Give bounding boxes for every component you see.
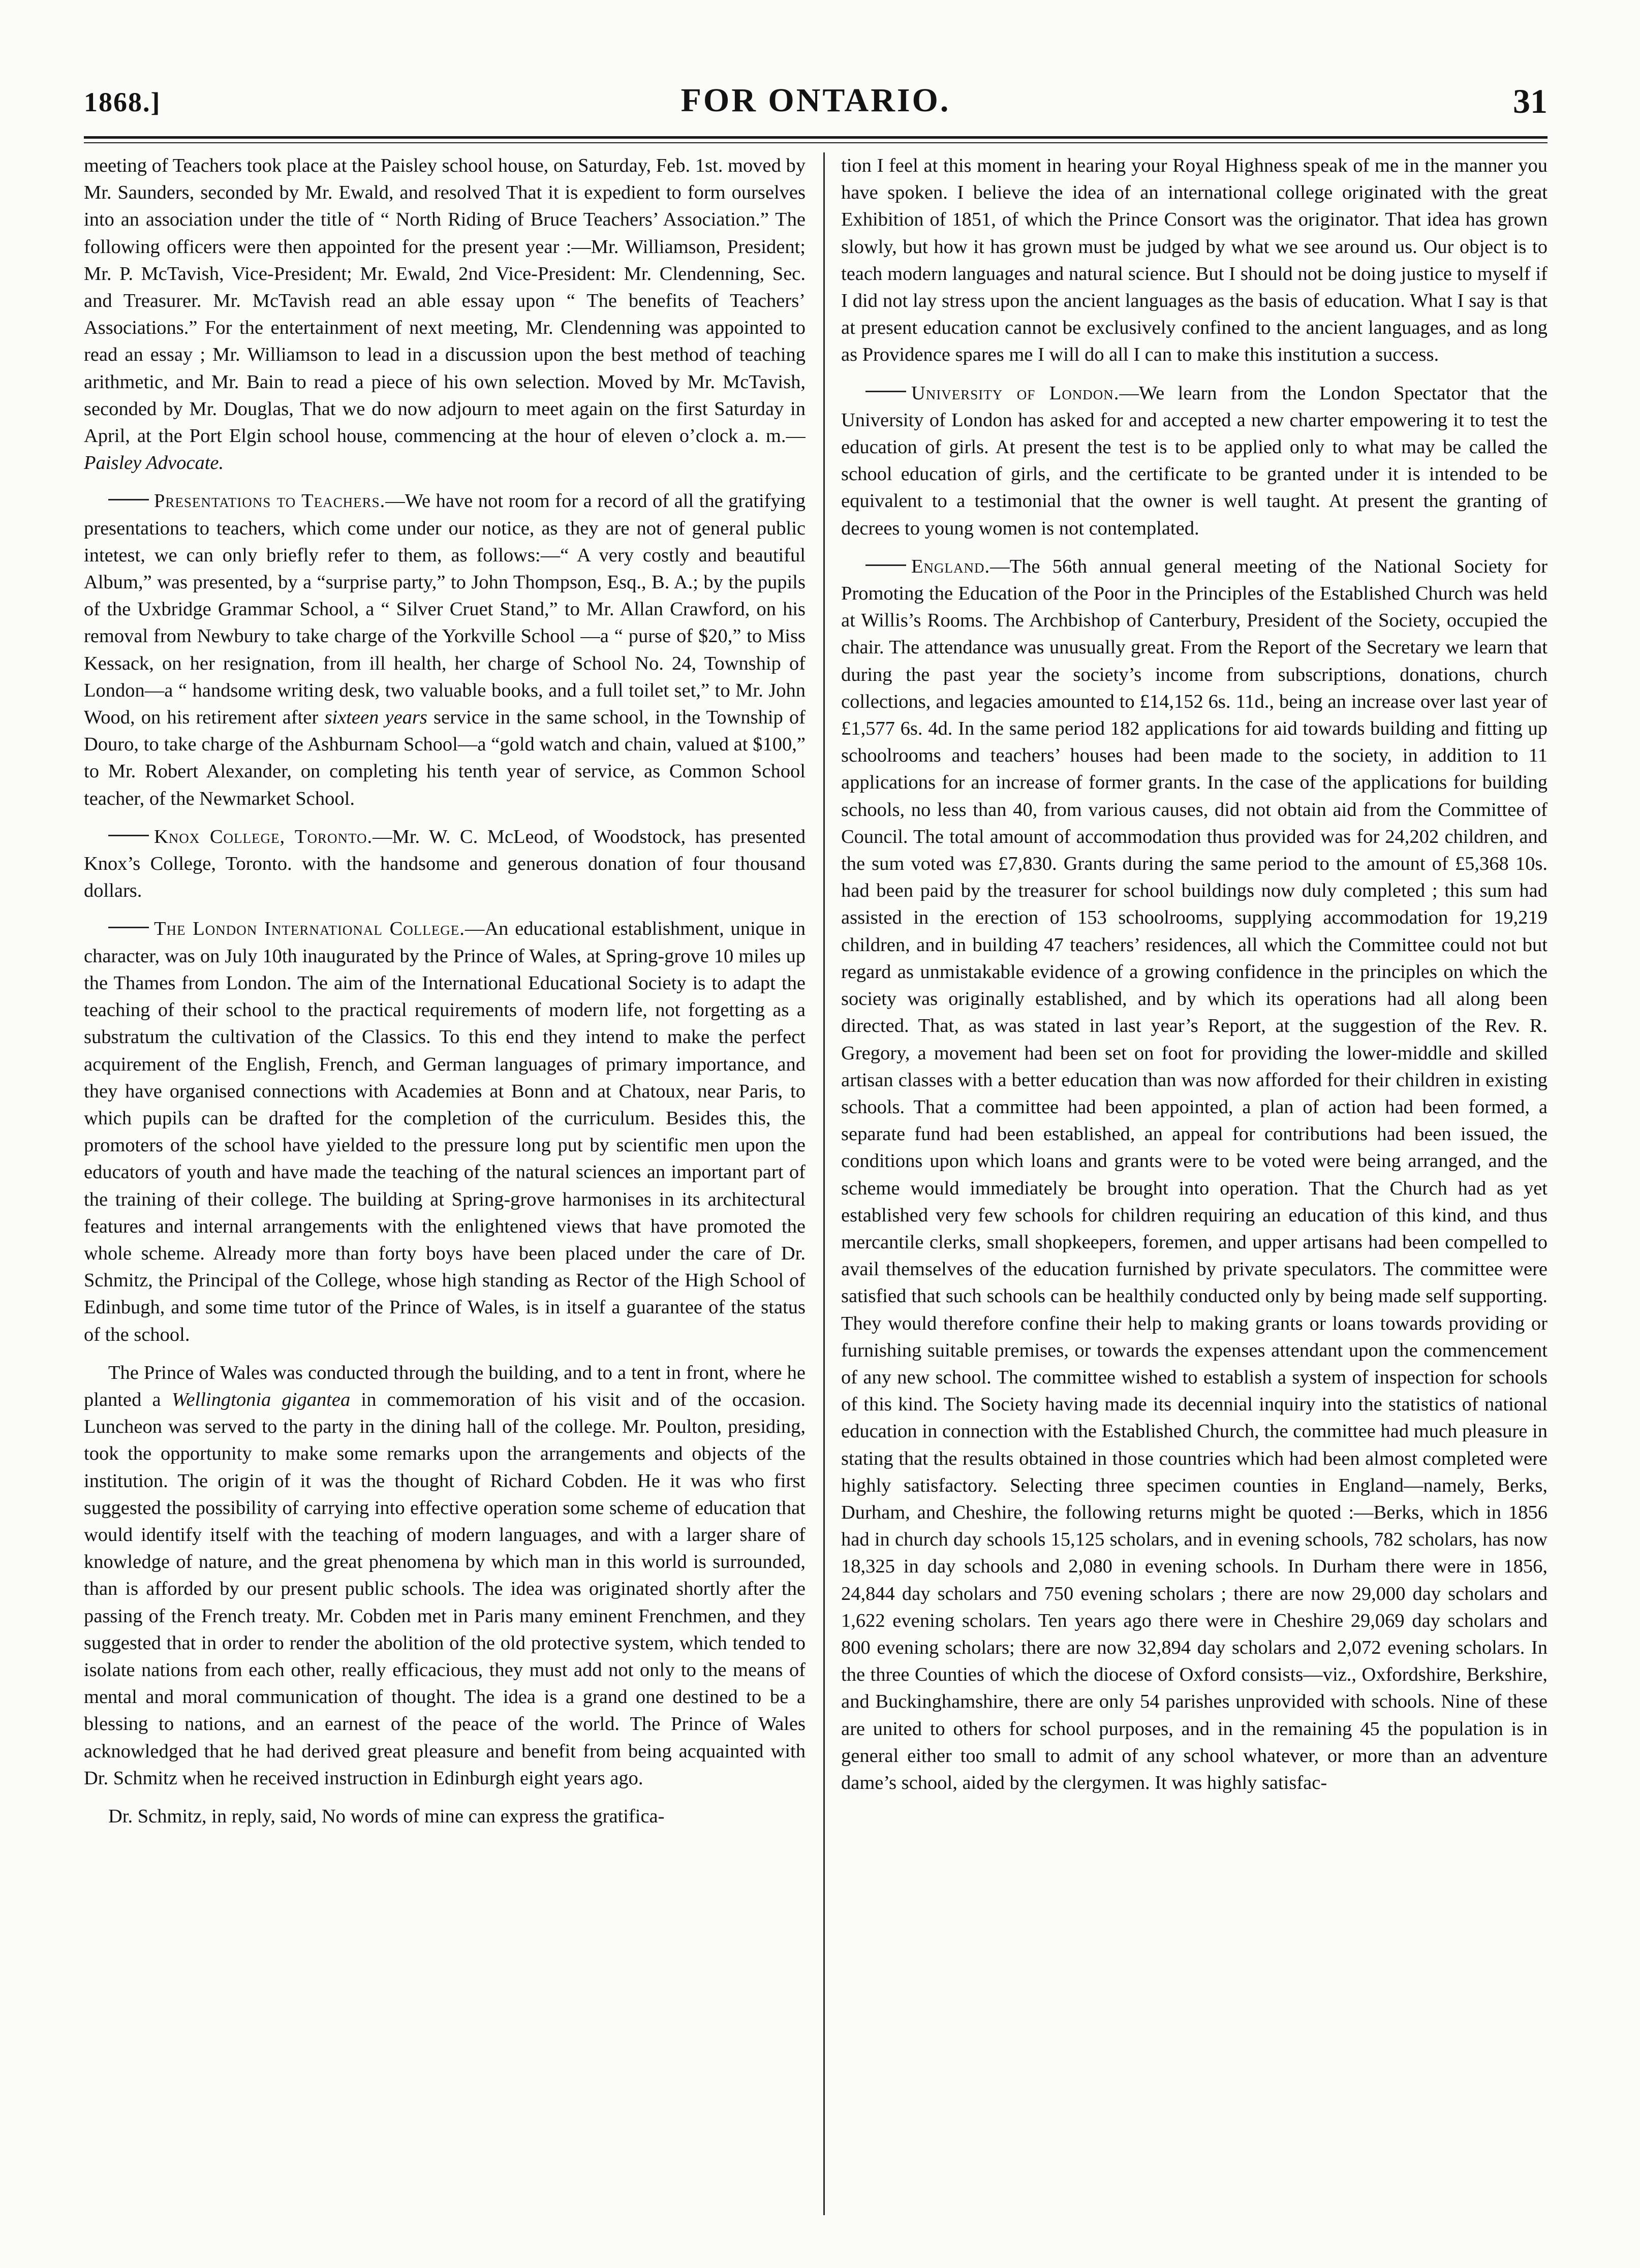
paragraph-university-of-london: University of London.—We learn from the London Spectator that the University of London has asked for and accepted a new charter empowering it to test the education of girls. At present the test is to be applied only to what may be called the school education of girls, and the certificate to be granted under it is intended to be equivalent to a testimonial that the owner is well taught. At present the granting of decrees to young women is not contemplated. xyxy=(841,382,1548,539)
source-attribution: Paisley Advocate. xyxy=(84,452,224,474)
emphasis-wellingtonia: Wellingtonia gigantea xyxy=(171,1389,351,1410)
paragraph-paisley-teachers: meeting of Teachers took place at the Paisley school house, on Saturday, Feb. 1st. moved by Mr. Saunders, seconded by Mr. Ewald, and resolved That it is expedient to form ourselves into an association under the title of “ North Riding of Bruce Teachers’ Association.” The following officers were then appointed for the present year :—Mr. Williamson, President; Mr. P. McTavish, Vice-President; Mr. Ewald, 2nd Vice-President: Mr. Clendenning, Sec. and Treasurer. Mr. McTavish read an able essay upon “ The benefits of Teachers’ Associations.” For the entertainment of next meeting, Mr. Clendenning was appointed to read an essay ; Mr. Williamson to lead in a discussion upon the best method of teaching arithmetic, and Mr. Bain to read a piece of his own selection. Moved by Mr. McTavish, seconded by Mr. Douglas, That we do now adjourn to meet again on the first Saturday in April, at the Port Elgin school house, commencing at the hour of eleven o’clock a. m.—Paisley Advocate. xyxy=(84,155,806,474)
paragraph-england-national-society: England.—The 56th annual general meeting of the National Society for Promoting the Education of the Poor in the Principles of the Established Church was held at Willis’s Rooms. The Archbishop of Canterbury, President of the Society, occupied the chair. The attendance was unusually great. From the Report of the Secretary we learn that during the past year the society’s income from subscriptions, donations, church collections, and legacies amounted to £14,152 6s. 11d., being an increase over last year of £1,577 6s. 4d. In the same period 182 applications for aid towards building and fitting up schoolrooms and teachers’ houses had been made to the society, in addition to 11 applications for an increase of former grants. In the case of the applications for building schools, no less than 40, from various causes, did not obtain aid from the Committee of Council. The total amount of accommodation thus provided was for 24,202 children, and the sum voted was £7,830. Grants during the same period to the amount of £5,368 10s. had been paid by the treasurer for school buildings now duly completed ; this sum had assisted in the erection of 153 schoolrooms, supplying accommodation for 19,219 children, and in building 47 teachers’ residences, all which the Committee could not but regard as unmistakable evidence of a growing confidence in the principles on which the society was originally established, and by which its operations had all along been directed. That, as was stated in last year’s Report, at the suggestion of the Rev. R. Gregory, a movement had been set on foot for providing the lower-middle and skilled artisan classes with a better education than was now afforded for their children in existing schools. That a committee had been appointed, a plan of action had been formed, a separate fund had been established, an appeal for contributions had been issued, the conditions upon which loans and grants were to be voted were being arranged, and the scheme would immediately be brought into operation. That the Church had as yet established very few schools for children requiring an education of this kind, and thus mercantile clerks, small shopkeepers, foremen, and upper artisans had been compelled to avail themselves of the education furnished by private speculators. The committee were satisfied that such schools can be healthily conducted only by being made self supporting. They would therefore confine their help to making grants or loans towards providing or furnishing suitable premises, or towards the expenses attendant upon the commencement of any new school. The committee wished to establish a system of inspection for schools of this kind. The Society having made its decennial inquiry into the statistics of national education in connection with the Established Church, the committee had much pleasure in stating that the results obtained in those countries which had been almost completed were highly satisfactory. Selecting three specimen counties in England—namely, Berks, Durham, and Cheshire, the following returns might be quoted :—Berks, which in 1856 had in church day schools 15,125 scholars, and in evening schools, 782 scholars, has now 18,325 in day schools and 2,080 in evening schools. In Durham there were in 1856, 24,844 day scholars and 750 evening scholars ; there are now 29,000 day scholars and 1,622 evening scholars. Ten years ago there were in Cheshire 29,069 day scholars and 800 evening scholars; there are now 32,894 day scholars and 2,072 evening scholars. In the three Counties of which the diocese of Oxford consists—viz., Oxfordshire, Berkshire, and Buckinghamshire, there are only 54 parishes unprovided with schools. Nine of these are united to others for school purposes, and in the remaining 45 the population is in general either too small to admit of any school whatever, or more than an adventure dame’s school, aided by the clergymen. It was highly satisfac- xyxy=(841,555,1548,1793)
right-column xyxy=(841,152,1548,2215)
header-year: 1868.] xyxy=(84,87,161,117)
section-heading-england: England. xyxy=(911,555,991,577)
section-dash xyxy=(108,835,149,836)
page-number: 31 xyxy=(1513,82,1548,120)
page-header xyxy=(84,71,1548,132)
section-dash xyxy=(108,927,149,928)
paragraph-dr-schmitz-reply: Dr. Schmitz, in reply, said, No words of mine can express the gratifica- xyxy=(108,1805,665,1827)
paragraph-london-international-college: The London International College.—An educational establishment, unique in character, was on July 10th inaugurated by the Prince of Wales, at Spring-grove 10 miles up the Thames from London. The aim of the International Educational Society is to adapt the teaching of their school to the practical requirements of modern life, not forgetting as a substratum the cultivation of the Classics. To this end they intend to make the perfect acquirement of the English, French, and German languages of primary importance, and they have organised connections with Academies at Bonn and at Chatoux, near Paris, to which pupils can be drafted for the completion of the curriculum. Besides this, the promoters of the school have yielded to the pressure long put by scientific men upon the educators of youth and have made the teaching of the natural sciences an important part of the training of their college. The building at Spring-grove harmonises in its architectural features and internal arrangements with the enlightened views that have promoted the whole scheme. Already more than forty boys have been placed under the care of Dr. Schmitz, the Principal of the College, whose high standing as Rector of the High School of Edinbugh, and some time tutor of the Prince of Wales, is in itself a guarantee of the status of the school. xyxy=(84,918,806,1345)
paragraph-schmitz-continued: tion I feel at this moment in hearing your Royal Highness speak of me in the manner you have spoken. I believe the idea of an international college originated with the great Exhibition of 1851, of which the Prince Consort was the originator. That idea has grown slowly, but how it has grown must be judged by what we see around us. Our object is to teach modern languages and natural science. But I should not be doing justice to myself if I did not lay stress upon the ancient languages as the basis of education. What I say is that at present education cannot be exclusively confined to the ancient languages, and as long as Providence spares me I will do all I can to make this institution a success. xyxy=(841,155,1548,366)
paragraph-knox-college: Knox College, Toronto.—Mr. W. C. McLeod, of Woodstock, has presented Knox’s College, Toronto. with the handsome and generous donation of four thousand dollars. xyxy=(84,826,806,902)
section-heading-university-of-london: University of London. xyxy=(911,382,1120,404)
section-heading-knox-college: Knox College, Toronto. xyxy=(154,826,373,847)
header-rule-thin xyxy=(84,142,1548,143)
section-dash xyxy=(865,391,906,392)
left-column xyxy=(84,152,806,2215)
paragraph-prince-of-wales: The Prince of Wales was conducted through the building, and to a tent in front, where he planted a Wellingtonia gigantea in commemoration of his visit and of the occasion. Luncheon was served to the party in the dining hall of the college. Mr. Poulton, presiding, took the opportunity to make some remarks upon the arrangements and objects of the institution. The origin of it was the thought of Richard Cobden. He it was who first suggested the possibility of carrying into effective operation some scheme of education that would identify itself with the teaching of modern languages, and with a larger share of knowledge of nature, and the great phenomena by which man in this world is surrounded, than is afforded by our present public schools. The idea was originated shortly after the passing of the French treaty. Mr. Cobden met in Paris many eminent Frenchmen, and they suggested that in order to render the abolition of the old protective system, which tended to isolate nations from each other, really efficacious, they must add not only to the means of mental and moral communication of thought. The idea is a grand one destined to be a blessing to nations, and an earnest of the peace of the world. The Prince of Wales acknowledged that he had derived great pleasure and benefit from being acquainted with Dr. Schmitz when he received instruction in Edinburgh eight years ago. xyxy=(84,1362,806,1789)
column-divider xyxy=(823,152,825,2215)
section-heading-london-international-college: The London International College. xyxy=(154,918,465,940)
header-title: FOR ONTARIO. xyxy=(680,82,951,119)
section-heading-presentations: Presentations to Teachers. xyxy=(154,490,386,512)
paragraph-presentations: Presentations to Teachers.—We have not room for a record of all the gratifying presentations to teachers, which come under our notice, as they are not of general public intetest, we can only briefly refer to them, as follows:—“ A very costly and beautiful Album,” was presented, by a “surprise party,” to John Thompson, Esq., B. A.; by the pupils of the Uxbridge Grammar School, a “ Silver Cruet Stand,” to Mr. Allan Crawford, on his removal from Newbury to take charge of the Yorkville School —a “ purse of $20,” to Miss Kessack, on her resignation, from ill health, her charge of School No. 24, Township of London—a “ handsome writing desk, two valuable books, and a full toilet set,” to Mr. John Wood, on his retirement after sixteen years service in the same school, in the Township of Douro, to take charge of the Ashburnam School—a “gold watch and chain, valued at $100,” to Mr. Robert Alexander, on completing his tenth year of service, as Common School teacher, of the Newmarket School. xyxy=(84,490,806,809)
section-dash xyxy=(108,499,149,500)
header-rule-thick xyxy=(84,136,1548,139)
emphasis-sixteen-years: sixteen years xyxy=(324,707,427,729)
section-dash xyxy=(865,564,906,566)
